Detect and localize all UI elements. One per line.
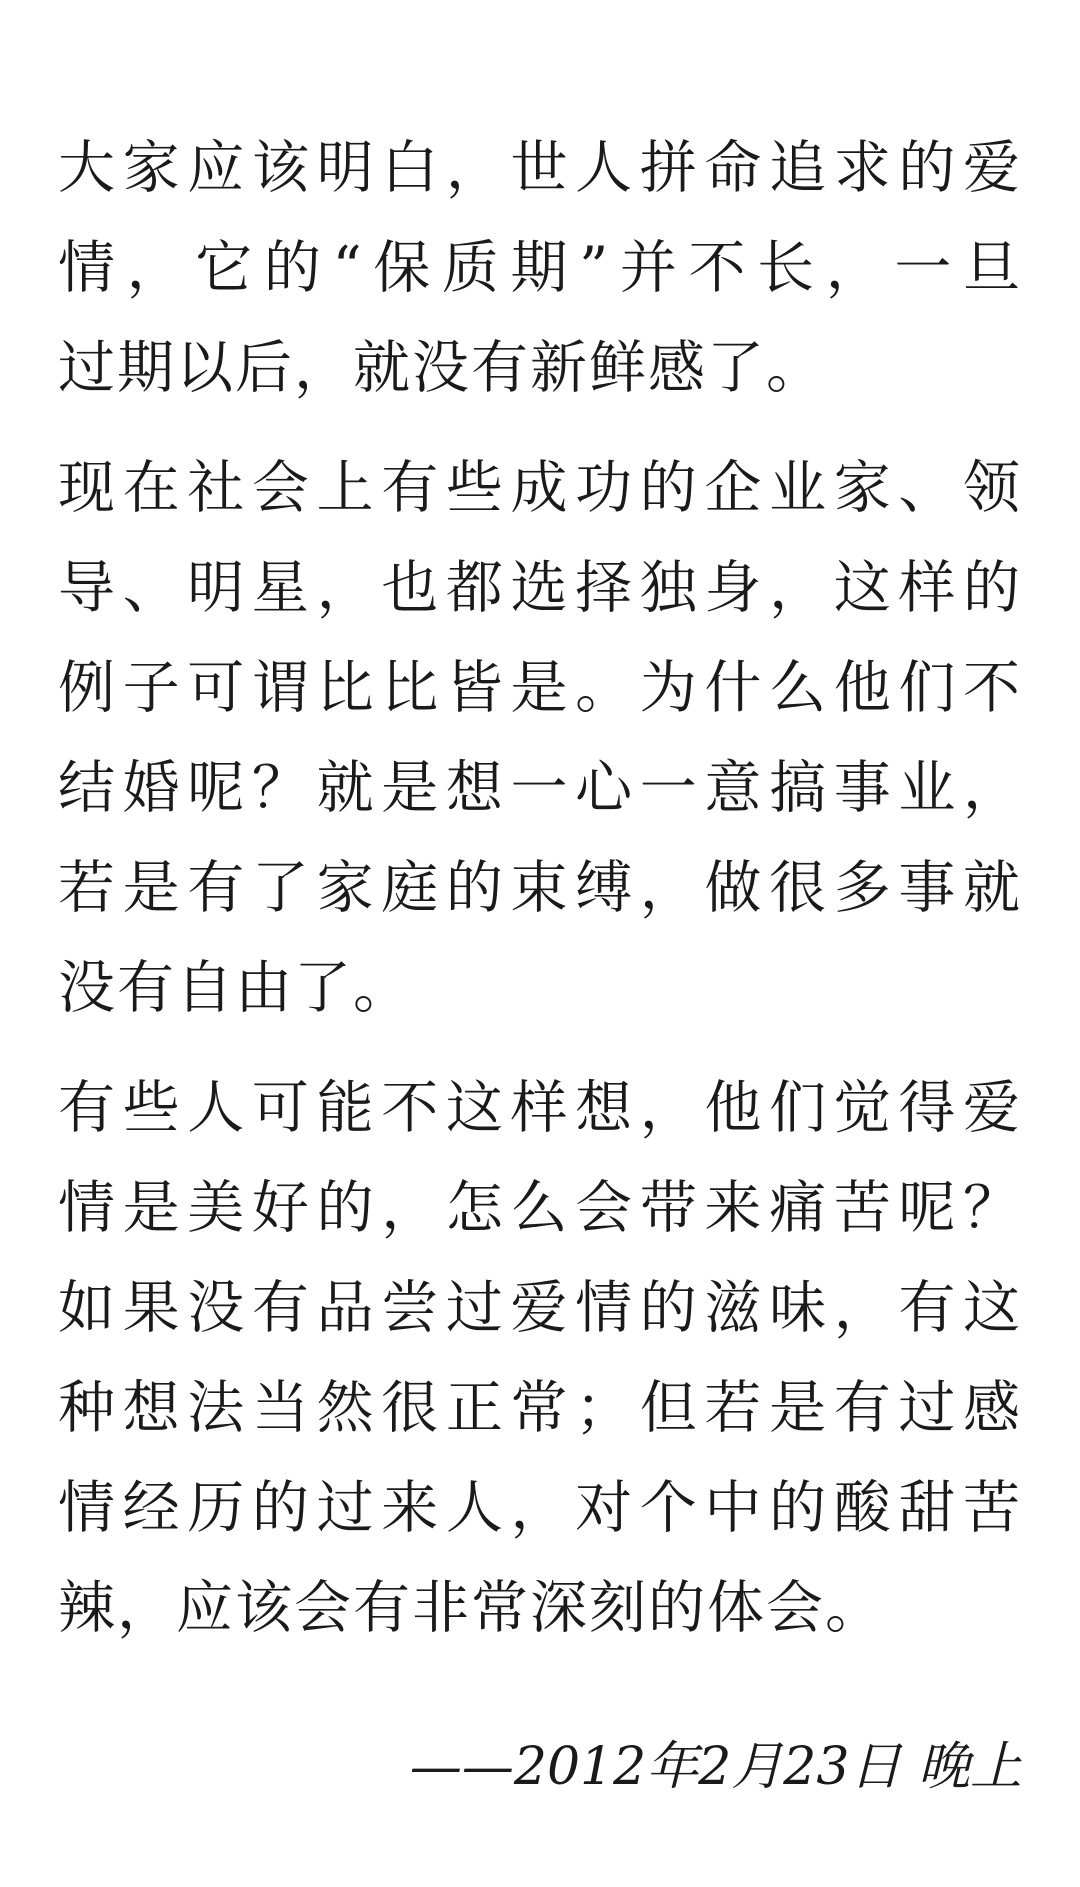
text-line: 情是美好的，怎么会带来痛苦呢？: [58, 1175, 1022, 1241]
text-line: 种想法当然很正常；但若是有过感: [58, 1375, 1022, 1441]
text-line: 导、明星，也都选择独身，这样的: [58, 555, 1022, 621]
text-line: 没有自由了。: [58, 955, 412, 1021]
paragraph-2: [58, 438, 1022, 1038]
paragraph-1: [58, 118, 1022, 418]
text-line: 有些人可能不这样想，他们觉得爱: [58, 1075, 1022, 1141]
article-body: [58, 118, 1022, 1658]
text-line: 如果没有品尝过爱情的滋味，有这: [58, 1275, 1022, 1341]
text-line: 情，它的“保质期”并不长，一旦: [58, 235, 1022, 301]
text-line: 现在社会上有些成功的企业家、领: [58, 455, 1022, 521]
paragraph-gap: [58, 418, 1022, 438]
text-line: 大家应该明白，世人拼命追求的爱: [58, 135, 1022, 201]
text-line: 若是有了家庭的束缚，做很多事就: [58, 855, 1022, 921]
paragraph-3: [58, 1058, 1022, 1658]
text-line: 结婚呢？就是想一心一意搞事业，: [58, 755, 1022, 821]
text-line: 辣，应该会有非常深刻的体会。: [58, 1575, 884, 1641]
text-line: 例子可谓比比皆是。为什么他们不: [58, 655, 1022, 721]
paragraph-gap: [58, 1038, 1022, 1058]
text-line: 过期以后，就没有新鲜感了。: [58, 335, 825, 401]
text-line: 情经历的过来人，对个中的酸甜苦: [58, 1475, 1022, 1541]
signature-date: ——2012年2月23日 晚上: [409, 1737, 1022, 1797]
